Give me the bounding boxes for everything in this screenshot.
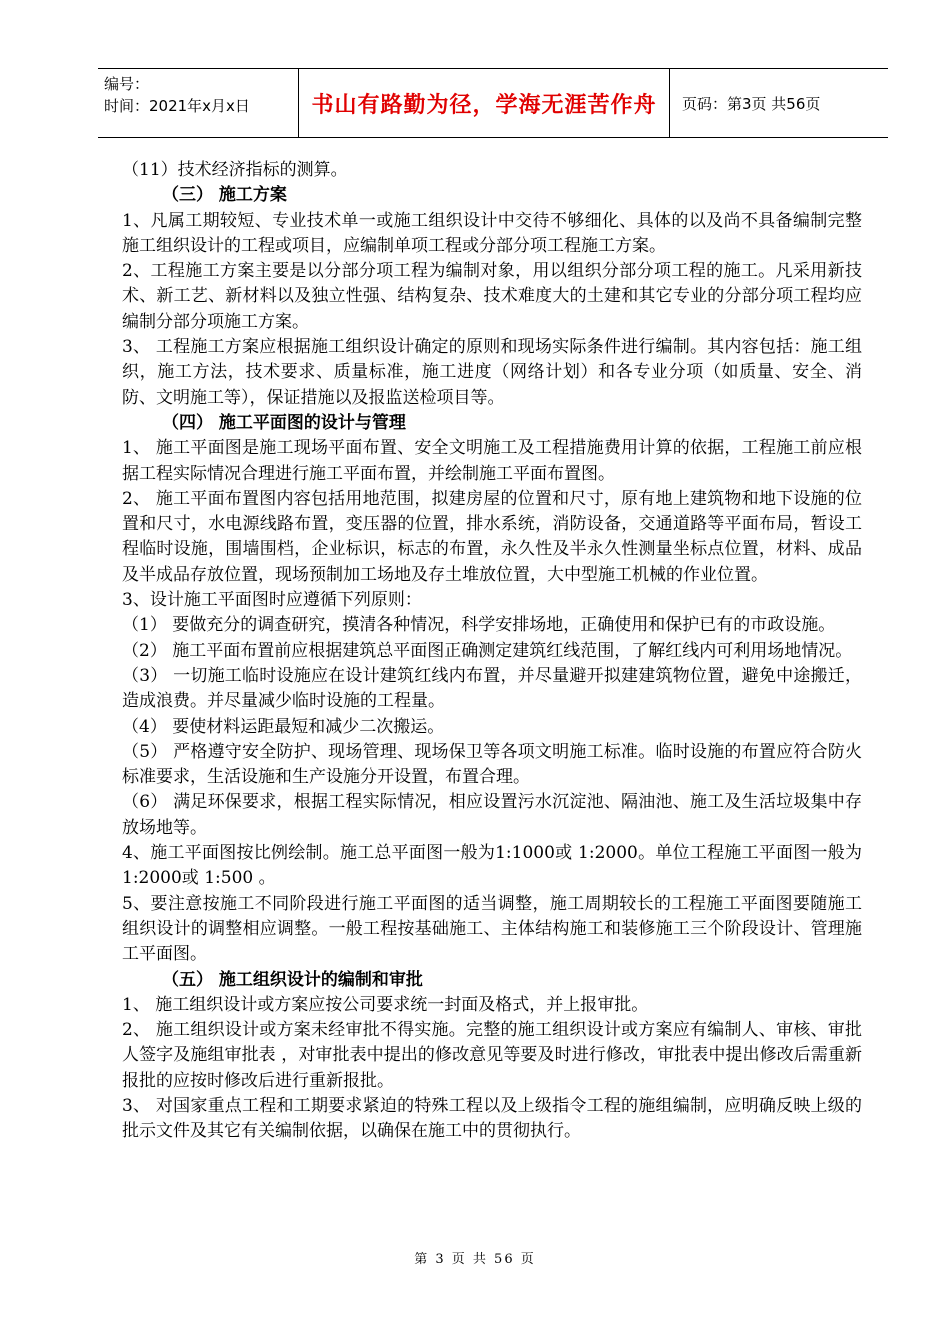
paragraph: 2、 施工组织设计或方案未经审批不得实施。完整的施工组织设计或方案应有编制人、审核、审批人签字及施组审批表 ，对审批表中提出的修改意见等要及时进行修改，审批表中提出修改后需重新报批的应按时修改后进行重新报批。 [122,1020,862,1091]
time-label: 时间：2021年x月x日 [104,97,250,115]
paragraph: 3、设计施工平面图时应遵循下列原则： [122,590,422,611]
number-label: 编号： [104,75,150,93]
paragraph: 2、 施工平面布置图内容包括用地范围，拟建房屋的位置和尺寸，原有地上建筑物和地下设施的位置和尺寸，水电源线路布置，变压器的位置，排水系统，消防设备，交通道路等平面布局，暂设工程临时设施，围墙围档，企业标识，标志的布置，永久性及半永久性测量坐标点位置，材料、成品及半成品存放位置，现场预制加工场地及存土堆放位置，大中型施工机械的作业位置。 [122,488,862,585]
page-footer: 第 3 页 共 56 页 [414,1252,536,1267]
section-heading: （三） 施工方案 [162,185,287,206]
paragraph: 4、施工平面图按比例绘制。施工总平面图一般为1:1000或 1:2000。单位工程施工平面图一般为 1:2000或 1:500 。 [122,843,862,889]
paragraph: （11）技术经济指标的测算。 [122,160,348,180]
paragraph: 1、凡属工期较短、专业技术单一或施工组织设计中交待不够细化、具体的以及尚不具备编制完整施工组织设计的工程或项目，应编制单项工程或分部分项工程施工方案。 [122,210,862,256]
paragraph: 1、 施工平面图是施工现场平面布置、安全文明施工及工程措施费用计算的依据，工程施工前应根据工程实际情况合理进行施工平面布置，并绘制施工平面布置图。 [122,438,862,484]
document-body [122,158,862,1145]
section-heading: （五） 施工组织设计的编制和审批 [162,969,423,990]
paragraph: 3、 工程施工方案应根据施工组织设计确定的原则和现场实际条件进行编制。其内容包括：施工组织，施工方法，技术要求、质量标准，施工进度（网络计划）和各专业分项（如质量、安全、消防、文明施工等），保证措施以及报监送检项目等。 [122,337,862,408]
paragraph: 3、 对国家重点工程和工期要求紧迫的特殊工程以及上级指令工程的施组编制，应明确反映上级的批示文件及其它有关编制依据，以确保在施工中的贯彻执行。 [122,1095,862,1142]
paragraph: 5、要注意按施工不同阶段进行施工平面图的适当调整，施工周期较长的工程施工平面图要随施工组织设计的调整相应调整。一般工程按基础施工、主体结构施工和装修施工三个阶段设计、管理施工平面图。 [122,893,862,965]
paragraph: （3） 一切施工临时设施应在设计建筑红线内布置，并尽量避开拟建建筑物位置，避免中途搬迁，造成浪费。并尽量减少临时设施的工程量。 [122,665,862,712]
paragraph: （2） 施工平面布置前应根据建筑总平面图正确测定建筑红线范围，了解红线内可利用场地情况。 [122,640,853,661]
paragraph: （5） 严格遵守安全防护、现场管理、现场保卫等各项文明施工标准。临时设施的布置应符合防火标准要求，生活设施和生产设施分开设置，布置合理。 [122,741,862,788]
section-heading: （四） 施工平面图的设计与管理 [162,412,406,433]
paragraph: （4） 要使材料运距最短和减少二次搬运。 [122,716,445,737]
paragraph: （1） 要做充分的调查研究，摸清各种情况，科学安排场地，正确使用和保护已有的市政设施。 [122,615,836,636]
header-page-info: 页码：第3页 共56页 [682,94,821,113]
header-meta [98,69,298,137]
paragraph: 1、 施工组织设计或方案应按公司要求统一封面及格式，并上报审批。 [122,994,649,1015]
header-motto: 书山有路勤为径，学海无涯苦作舟 [298,69,670,137]
paragraph: 2、工程施工方案主要是以分部分项工程为编制对象，用以组织分部分项工程的施工。凡采用新技术、新工艺、新材料以及独立性强、结构复杂、技术难度大的土建和其它专业的分部分项工程均应编制分部分项施工方案。 [122,261,862,332]
page-header [98,68,888,138]
paragraph: （6） 满足环保要求，根据工程实际情况，相应设置污水沉淀池、隔油池、施工及生活垃圾集中存放场地等。 [122,792,862,838]
